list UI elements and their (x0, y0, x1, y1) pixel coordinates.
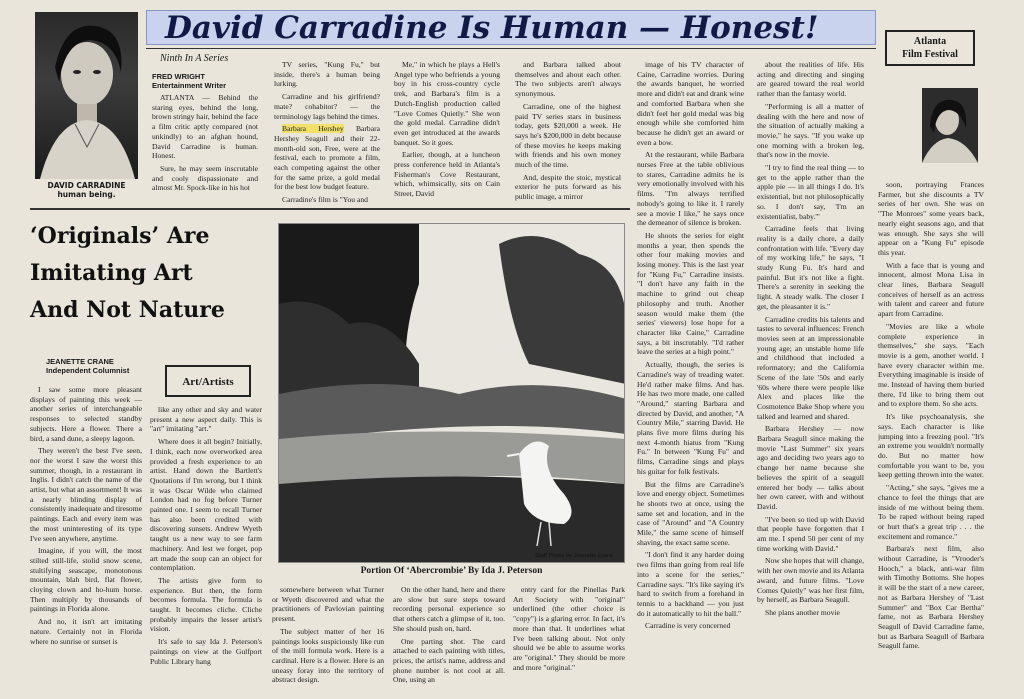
headline-line: Imitating Art (30, 260, 193, 286)
paragraph: Carradine's film is "You and (282, 195, 368, 205)
paragraph: TV series, "Kung Fu," but inside, there's a human being lurking. (274, 60, 380, 89)
paragraph: Actually, though, the series is Carradine's way of treading water. He'd rather make films. And has. He has two more made, one called "Around," starring Barbara and directed by David, and another, "A Country Mile," starring David. He plans five more films during his next 4-month hiatus from "Kung Fu." In between "Kung Fu" and films, Carradine sings and plays his guitar for folk festivals. (637, 360, 744, 476)
paragraph: "Movies are like a whole complete experience in themselves," she says. "Each movie is a gem, another world. I have every character within me. Everything imaginable is inside of me. Instead of having them buried there, I'd like to bring them out and to explore them. So she acts. (878, 321, 984, 409)
article-column-1 (152, 93, 258, 208)
paragraph: somewhere between what Turner or Wyeth discovered and what the practitioners of Pavlovian painting present. (272, 585, 384, 624)
paragraph: "I don't find it any harder doing two films than going from real life into a scene for the series," Carradine says. "It's like saying it's hard to switch from a forehand in tennis to a backhand — you just do it automatically to hit the ball." (637, 550, 744, 618)
painting-caption: Portion Of ‘Abercrombie’ By Ida J. Peterson (360, 566, 543, 576)
barbara-photo (922, 88, 978, 163)
paragraph: Earlier, though, at a luncheon press conference held in Atlanta's Fisherman's Cove Restaurant, which, whimsically, sits on Cain Street, David (394, 150, 500, 199)
festival-box-line2: Film Festival (902, 49, 958, 60)
paragraph: "Performing is all a matter of dealing with the here and now of the situation of actually making a movie," he says. "If you wake up one morning with a broken leg, that's now in the movie. (757, 101, 864, 160)
festival-box (885, 30, 975, 66)
originals-column-4 (393, 585, 505, 696)
abercrombie-painting (278, 223, 625, 563)
paragraph-text: Barbara Hershey Seagull and their 22-month-old son, Free, were at the festival, each to promote a film, each competing against the other for the same prize, a gold medal for the best low budget feature. (274, 124, 380, 192)
paragraph: Barbara's next film, also without Carradine, is "Vrooder's Hooch," a black, anti-war film with Timothy Bottoms. She hopes it will be the start of a new career, not as Barbara Hershey of "Last Summer" and "Box Car Bertha" fame, not as Barbara Hershey Seagull of David Carradine fame, but as Barbara Seagull of Barbara Seagull fame. (878, 544, 984, 651)
paragraph: entry card for the Pinellas Park Art Society with "original" underlined (the other choice is "copy") is a glaring error. In fact, it's more than that. It underlines what I've been talking about. Not only should we be able to assume works are "original." They should be more and more "original." (513, 585, 625, 672)
paragraph: image of his TV character of Caine, Carradine worries. During the awards banquet, he worried more and didn't eat and drank wine and comforted Barbara when she didn't feel her gold medal was big enough while she comforted him because he didn't get an award or even a bow. (637, 60, 744, 147)
photo-caption-name: DAVID CARRADINE (47, 181, 126, 190)
art-artists-box: Art/Artists (165, 365, 251, 397)
portrait-figure (35, 12, 138, 179)
paragraph: Carradine credits his talents and tastes to several influences: French movies seen at an impressionable young age; an unstable home life and childhood that included a reformatory; and the California Scene of the late '50s and early '60s where there were people like Alex and places like the Cosmotence Bake Shop where you talked and learned and shared. (757, 314, 864, 421)
paragraph: Carradine, one of the highest paid TV series stars in business today, gets $20,000 a week. He says he's $200,000 in debt because of these movies he keeps making with friends and his own money much of the time. (515, 101, 621, 170)
paragraph: It's like psychoanalysis, she says. Each character is like jumping into a freezing pool. "It's an extreme you wouldn't normally do. But no matter how comfortable you want to be, you keep getting thrown into the water. (878, 412, 984, 480)
article-headline: David Carradine Is Human — Honest! (146, 10, 876, 45)
paragraph: And, despite the stoic, mystical exterior he puts forward as his public image, a mirror (515, 172, 621, 202)
paragraph: It's safe to say Ida J. Peterson's paintings on view at the Gulfport Public Library hang (150, 637, 262, 666)
carradine-photo (35, 12, 138, 179)
paragraph: "I've been so tied up with David that people have forgotten that I am me. I spend 50 per cent of my time working with David." (757, 514, 864, 553)
paragraph: like any other and sky and water present a new aspect daily. This is "art" imitating "art." (150, 405, 262, 434)
title-rule (146, 48, 876, 49)
article-column-5 (637, 60, 744, 696)
paragraph: And no, it isn't art imitating nature. Certainly not in Florida where no sunrise or sunset is (30, 617, 142, 646)
paragraph: With a face that is young and innocent, almost Mona Lisa in clear lines, Barbara Seagull conceives of herself as an actress with talent and career and future apart from Carradine. (878, 260, 984, 319)
paragraph: and Barbara talked about themselves and about each other. The two subjects aren't always synonymous. (515, 60, 621, 99)
paragraph: He shoots the series for eight months a year, then spends the other four making movies and losing money. This is the last year for "Kung Fu," Carradine insists. "I don't have any faith in the machine to grind out cheap philosophy and truth. Another season would make them (the series' viewers) lose hope for a character like Caine," Carradine says, a bit inscrutably. "I'd rather leave the series at a high point." (637, 230, 744, 357)
article-column-6 (757, 60, 864, 696)
paragraph: Barbara Hershey — now Barbara Seagull since making the movie "Last Summer" six years ago and deciding two years ago to change her name because she believes the spirit of a seagull entered her body — talks about her own career, with and without David. (757, 424, 864, 511)
paragraph: Carradine is very concerned (645, 621, 731, 631)
photo-caption (35, 181, 138, 199)
article-column-7 (878, 180, 984, 696)
paragraph: She plans another movie (765, 607, 840, 617)
paragraph: At the restaurant, while Barbara nurses Free at the table oblivious to stares, Carradine admits he is very emotionally involved with his films. "I'm always terrified nobody's going to like it. I rarely see a movie I like," he says once the demeanor of silence is broken. (637, 150, 744, 228)
paragraph: I saw some more pleasant displays of painting this week — another series of interchangeable responses to selected standby subjects. Here a flower. There a bird, a sand dune, a sleepy lagoon. (30, 385, 142, 443)
headline-line: ‘Originals’ Are (30, 223, 210, 249)
article-column-2 (274, 60, 380, 205)
series-label: Ninth In A Series (160, 53, 229, 64)
paragraph: Me," in which he plays a Hell's Angel type who befriends a young boy in his cross-country cycle trek, and Barbara's film is a Dutch-English production called "Love Comes Quietly." She won the gold medal. Carradine didn't even get introduced at the awards banquet. So it goes. (394, 60, 500, 147)
paragraph: On the other hand, here and there are slow but sure steps toward recording personal experience so that others catch a glimpse of it, too. She should push on, hard. (393, 585, 505, 633)
paragraph: But the films are Carradine's love and energy object. Sometimes he shoots two at once, using the same set and location, and in the case of "Around" and "A Country Mile," the same scene of himself shaving, the exact same scene. (637, 479, 744, 547)
article-column-3 (394, 60, 500, 205)
paragraph: They weren't the best I've seen, nor the worst I saw the worst this summer, though, in a restaurant in Inglis. I didn't catch the name of the artist, but what an assortment! It was a nearly blinding display of consistently inadequate and tiresome paintings. Each and every item was the most uninteresting of its type I've seen anywhere, anytime. (30, 446, 142, 543)
paragraph: Where does it all begin? Initially, I think, each now overworked area provided a fresh experience to an artist. Hand down the Bartlett's Quotations if I'm wrong, but I think it was Oscar Wilde who claimed London had no fog before Turner painted one. I seem to recall Turner has also been credited with discovering sunsets. Andrew Wyeth taught us a new way to see farm machinery. And lest we forget, pop art made the soup can an object for contemplation. (150, 437, 262, 573)
painting-scene (279, 224, 625, 563)
highlight: Barbara Hershey (282, 124, 344, 134)
article-byline (152, 72, 257, 90)
originals-column-3 (272, 585, 384, 696)
originals-column-5 (513, 585, 625, 696)
paragraph: Carradine feels that living reality is a daily chore, a daily confrontation with life. "Every day of my working life," he says, "I study Kung Fu. It's hard and painful. But it's not like a fight. There's a serenity in seeking the light. A steady walk. The closer I get, the pleasanter it is." (757, 224, 864, 311)
paragraph: One parting shot. The card attached to each painting with titles, prices, the artist's name, address and phone number is not cool at all. One, using an (393, 636, 505, 685)
originals-column-1 (30, 385, 142, 696)
paragraph: Sure, he may seem inscrutable and cooly dispassionate and almost Mr. Spock-like in his hot (152, 163, 258, 193)
paragraph: about the realities of life. His acting and directing and singing are geared toward the real world rather than the fantasy world. (757, 60, 864, 99)
byline-role: Entertainment Writer (152, 81, 227, 90)
paragraph (274, 124, 380, 192)
paragraph: soon, portraying Frances Farmer, but she discounts a TV series of her own. She was on "The Monroes" some years back, nearly eight seasons ago, and that was enough. She says she will appear on a "Kung Fu" episode this year. (878, 180, 984, 257)
byline-name: FRED WRIGHT (152, 72, 205, 81)
festival-box-line1: Atlanta (913, 36, 947, 47)
paragraph: "I try to find the real thing — to get to the apple rather than the apple pie — in all things I do. It's existential, but not philosophically so. I don't say, 'I'm an existentialist, baby.'" (757, 163, 864, 221)
paragraph: The artists give form to experience. But then, the form becomes formula. The formula is taught. It becomes cliche. Cliche probably impairs the lesser artist's vision. (150, 575, 262, 634)
originals-byline (46, 357, 156, 375)
paragraph: Carradine and his girlfriend? mate? cohabitor? — the terminology lags behind the times. (274, 92, 380, 121)
paragraph: "Acting," she says, "gives me a chance to feel the things that are inside of me without being them. To be raped without being raped or hurt that's a great trip . . . the excitement and romance." (878, 483, 984, 541)
originals-headline (30, 218, 275, 329)
byline-name: JEANETTE CRANE (46, 357, 114, 366)
paragraph: Now she hopes that will change, with her own movie and its Atlanta award, and future films. "Love Comes Quietly" was her first film, by herself, as Barbara Seagull. (757, 556, 864, 605)
painting-credit: Staff Photo by Jeanette Crane (535, 553, 614, 559)
photo-caption-text: human being. (57, 190, 116, 199)
barbara-figure (922, 88, 978, 163)
originals-column-2 (150, 405, 262, 696)
paragraph: ATLANTA — Behind the staring eyes, behind the long, brown stringy hair, behind the face a film critic aptly compared (not unkindly) to an afghan hound, David Carradine is human. Honest. (152, 93, 258, 161)
paragraph: Imagine, if you will, the most stilted still-life, stolid snow scene, stultifying seascape, monotonous mountain, blah bird, flat flower, cloying clown and ho-hum horse. Then multiply by thousands of paintings in Florida alone. (30, 546, 142, 614)
section-divider (30, 208, 630, 210)
headline-line: And Not Nature (30, 297, 225, 323)
paragraph: The subject matter of her 16 paintings looks suspiciously like run of the mill formula work. Here is a cardinal. Here is a flower. Here is an uneasy foray into the territory of abstract design. (272, 626, 384, 685)
byline-role: Independent Columnist (46, 366, 130, 375)
article-column-4 (515, 60, 621, 205)
